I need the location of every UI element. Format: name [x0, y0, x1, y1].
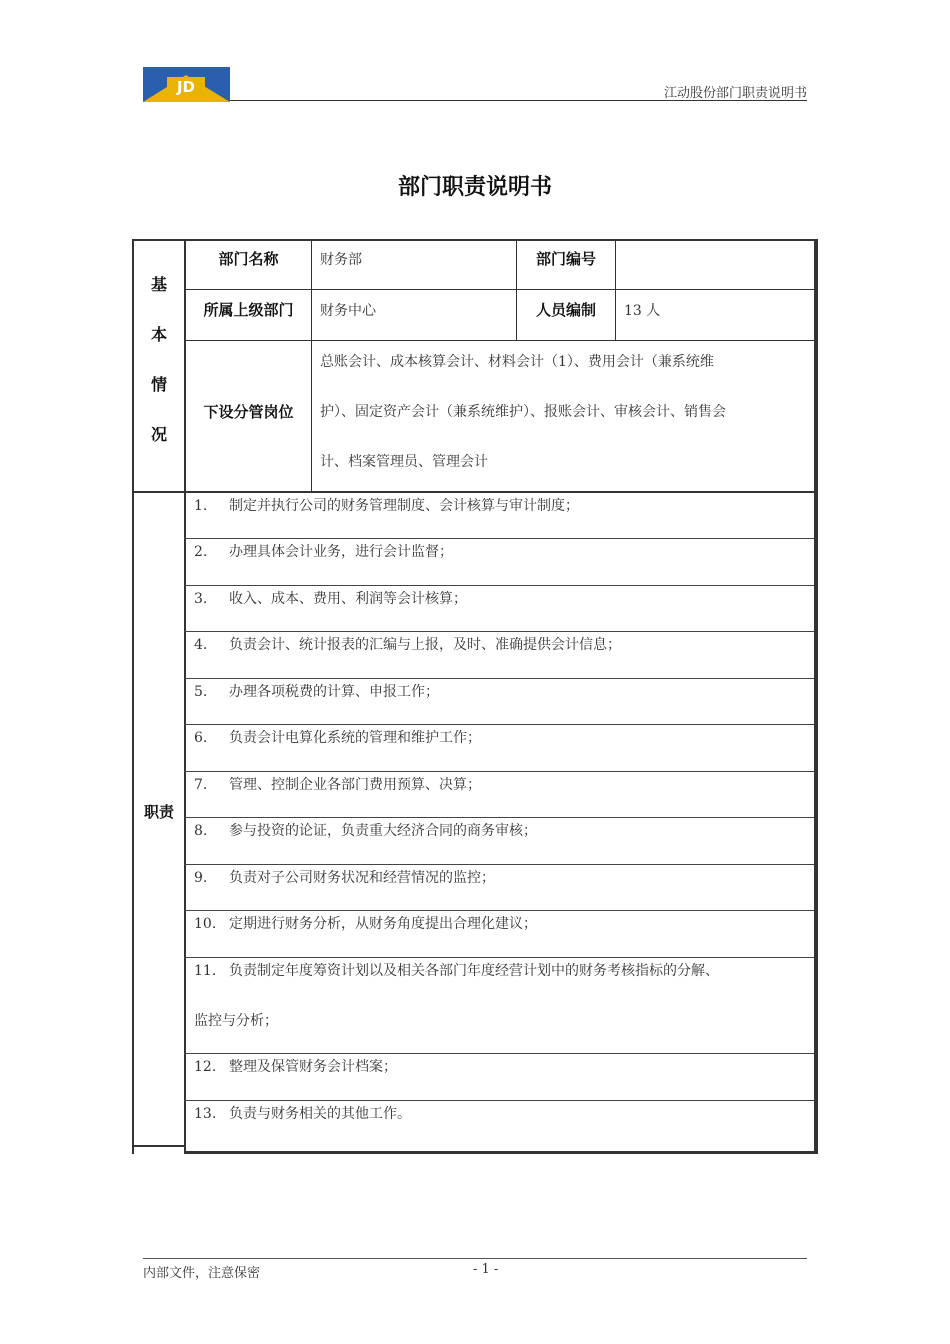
duty-num: 5.	[194, 684, 208, 700]
duty-item-10	[184, 911, 814, 958]
duty-num: 4.	[194, 637, 208, 653]
parent-dept-label: 所属上级部门	[203, 301, 294, 319]
headcount-value: 13 人	[624, 303, 661, 319]
duty-text: 负责会计、统计报表的汇编与上报，及时、准确提供会计信息；	[229, 637, 621, 653]
header-document-title: 江动股份部门职责说明书	[663, 86, 807, 101]
duty-text: 参与投资的论证，负责重大经济合同的商务审核；	[229, 823, 537, 839]
duty-num: 7.	[194, 777, 208, 793]
duty-text: 办理具体会计业务，进行会计监督；	[229, 544, 453, 560]
basic-info-label-char-1: 基	[150, 275, 167, 294]
duty-item-9	[184, 865, 814, 911]
col-line-label2	[615, 241, 616, 341]
duties-label: 职责	[143, 803, 174, 821]
duty-num: 1.	[194, 498, 208, 514]
headcount-label: 人员编制	[535, 301, 596, 319]
duty-num: 11.	[194, 963, 217, 979]
duty-text: 定期进行财务分析，从财务角度提出合理化建议；	[229, 916, 537, 932]
parent-dept-value: 财务中心	[320, 303, 376, 319]
row-line-2	[185, 340, 815, 341]
duty-item-4	[184, 632, 814, 679]
svg-text:JD: JD	[176, 78, 196, 96]
footer-confidential-note: 内部文件，注意保密	[143, 1266, 261, 1281]
sub-positions-line-3: 计、档案管理员、管理会计	[320, 454, 488, 470]
duty-item-12	[184, 1054, 814, 1101]
duty-num: 8.	[194, 823, 208, 839]
duty-item-6	[184, 725, 814, 772]
basic-info-label-char-2: 本	[150, 325, 167, 344]
duty-text-continued: 监控与分析；	[194, 1013, 278, 1029]
duty-num: 2.	[194, 544, 208, 560]
duty-text: 负责对子公司财务状况和经营情况的监控；	[229, 870, 495, 886]
basic-info-label-char-3: 情	[150, 375, 167, 394]
duty-text: 制定并执行公司的财务管理制度、会计核算与审计制度；	[229, 498, 579, 514]
col-line-label	[311, 241, 312, 492]
sub-positions-line-2: 护）、固定资产会计（兼系统维护）、报账会计、审核会计、销售会	[320, 404, 726, 420]
duty-item-1	[184, 493, 814, 539]
duty-item-7	[184, 772, 814, 818]
duty-item-3	[184, 586, 814, 632]
duty-text: 负责制定年度筹资计划以及相关各部门年度经营计划中的财务考核指标的分解、	[229, 963, 719, 979]
duty-text: 整理及保管财务会计档案；	[229, 1059, 397, 1075]
duty-num: 9.	[194, 870, 208, 886]
duty-num: 3.	[194, 591, 208, 607]
duty-item-5	[184, 679, 814, 725]
duty-text: 负责与财务相关的其他工作。	[229, 1106, 411, 1122]
basic-info-label-char-4: 况	[150, 425, 167, 444]
table-bottom-border-left	[132, 1145, 185, 1147]
header-rule	[230, 100, 807, 101]
row-line-1	[185, 289, 815, 290]
sub-positions-line-1: 总账会计、成本核算会计、材料会计（1）、费用会计（兼系统维	[320, 354, 714, 370]
sub-positions-label: 下设分管岗位	[203, 403, 294, 421]
duty-item-8	[184, 818, 814, 865]
duty-num: 13.	[194, 1106, 217, 1122]
duty-item-2	[184, 539, 814, 586]
duty-text: 办理各项税费的计算、申报工作；	[229, 684, 439, 700]
duty-item-13	[184, 1101, 814, 1151]
duty-num: 10.	[194, 916, 217, 932]
dept-code-label: 部门编号	[535, 250, 596, 268]
dept-name-value: 财务部	[320, 252, 362, 268]
page-number: - 1 -	[473, 1262, 499, 1277]
duty-num: 6.	[194, 730, 208, 746]
duty-text: 管理、控制企业各部门费用预算、决算；	[229, 777, 481, 793]
duty-text: 负责会计电算化系统的管理和维护工作；	[229, 730, 481, 746]
duty-item-11	[184, 958, 814, 1054]
duty-num: 12.	[194, 1059, 217, 1075]
company-logo	[143, 67, 230, 102]
footer-rule	[143, 1258, 807, 1259]
page-title: 部门职责说明书	[397, 175, 552, 200]
table-bottom-border	[184, 1151, 818, 1154]
duty-text: 收入、成本、费用、利润等会计核算；	[229, 591, 467, 607]
dept-name-label: 部门名称	[218, 250, 279, 268]
